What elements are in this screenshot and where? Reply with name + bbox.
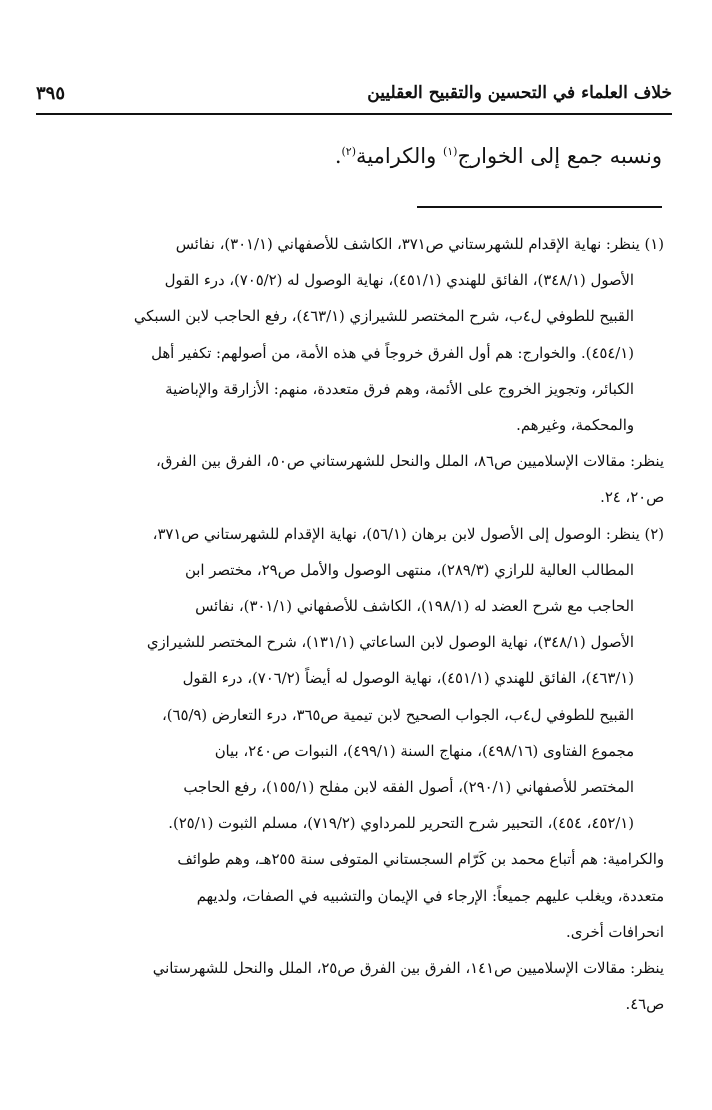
footnote-2-line-8: المختصر للأصفهاني (٢٩٠/١)، أصول الفقه لابن مفلح (١٥٥/١)، رفع الحاجب bbox=[183, 779, 634, 797]
main-text-paragraph bbox=[40, 135, 662, 177]
footnote-2-line-3: الحاجب مع شرح العضد له (١٩٨/١)، الكاشف للأصفهاني (٣٠١/١)، نفائس bbox=[195, 598, 634, 616]
footnote-2-line-2: المطالب العالية للرازي (٢٨٩/٣)، منتهى الوصول والأمل ص٢٩، مختصر ابن bbox=[185, 561, 634, 579]
footnote-1-line-4: (٤٥٤/١). والخوارج: هم أول الفرق خروجاً في هذه الأمة، من أصولهم: تكفير أهل bbox=[151, 344, 634, 362]
header-rule bbox=[36, 113, 672, 115]
main-text-middle: والكرامية bbox=[356, 144, 443, 168]
footnote-2-line-14: ص٤٦. bbox=[625, 996, 664, 1014]
footnote-2-line-10: والكرامية: هم أتباع محمد بن كَرّام السجستاني المتوفى سنة ٢٥٥هـ، وهم طوائف bbox=[177, 851, 664, 869]
main-text-end: . bbox=[334, 144, 342, 168]
footnote-2-line-6: القبيح للطوفي ل٤ب، الجواب الصحيح لابن تيمية ص٣٦٥، درء التعارض (٦٥/٩)، bbox=[161, 706, 634, 724]
footnote-2-line-11: متعددة، ويغلب عليهم جميعاً: الإرجاء في الإيمان والتشبيه في الصفات، ولديهم bbox=[196, 887, 664, 905]
footnote-ref-2: (٢) bbox=[341, 145, 357, 158]
footnote-1-line-5: الكبائر، وتجويز الخروج على الأئمة، وهم فرق متعددة، منهم: الأزارقة والإباضية bbox=[165, 380, 634, 398]
footnote-1-line-7: ينظر: مقالات الإسلاميين ص٨٦، الملل والنحل للشهرستاني ص٥٠، الفرق بين الفرق، bbox=[155, 453, 664, 471]
footnote-2-line-12: انحرافات أخرى. bbox=[566, 923, 664, 941]
main-text-start: ونسبه جمع إلى الخوارج bbox=[457, 144, 662, 168]
footnote-1-line-3: القبيح للطوفي ل٤ب، شرح المختصر للشيرازي (٤٦٣/١)، رفع الحاجب لابن السبكي bbox=[133, 308, 634, 326]
footnote-1-line-1: (١) ينظر: نهاية الإقدام للشهرستاني ص٣٧١، الكاشف للأصفهاني (٣٠١/١)، نفائس bbox=[175, 236, 664, 253]
footnote-2-line-7: مجموع الفتاوى (٤٩٨/١٦)، منهاج السنة (٤٩٩/١)، النبوات ص٢٤٠، بيان bbox=[214, 742, 634, 760]
footnotes-section bbox=[42, 227, 664, 1023]
page-number: ٣٩٥ bbox=[36, 82, 66, 104]
footnote-separator bbox=[417, 206, 662, 208]
footnote-1-line-8: ص٢٠، ٢٤. bbox=[600, 489, 664, 507]
running-header-title: خلاف العلماء في التحسين والتقبيح العقليين bbox=[367, 83, 672, 103]
running-header bbox=[36, 78, 672, 108]
footnote-1-line-6: والمحكمة، وغيرهم. bbox=[516, 417, 634, 435]
footnote-1-line-2: الأصول (٣٤٨/١)، الفائق للهندي (٤٥١/١)، نهاية الوصول له (٧٠٥/٢)، درء القول bbox=[164, 272, 634, 290]
footnote-2-line-4: الأصول (٣٤٨/١)، نهاية الوصول لابن الساعاتي (١٣١/١)، شرح المختصر للشيرازي bbox=[146, 634, 634, 652]
footnote-2-line-13: ينظر: مقالات الإسلاميين ص١٤١، الفرق بين الفرق ص٢٥، الملل والنحل للشهرستاني bbox=[152, 960, 664, 978]
footnote-2-line-1: (٢) ينظر: الوصول إلى الأصول لابن برهان (٥٦/١)، نهاية الإقدام للشهرستاني ص٣٧١، bbox=[152, 525, 664, 543]
footnote-2-line-9: (٤٥٢/١، ٤٥٤)، التحبير شرح التحرير للمرداوي (٧١٩/٢)، مسلم الثبوت (٢٥/١). bbox=[168, 815, 634, 833]
footnote-2-line-5: (٤٦٣/١)، الفائق للهندي (٤٥١/١)، نهاية الوصول له أيضاً (٧٠٦/٢)، درء القول bbox=[182, 670, 634, 688]
footnote-ref-1: (١) bbox=[442, 145, 458, 158]
